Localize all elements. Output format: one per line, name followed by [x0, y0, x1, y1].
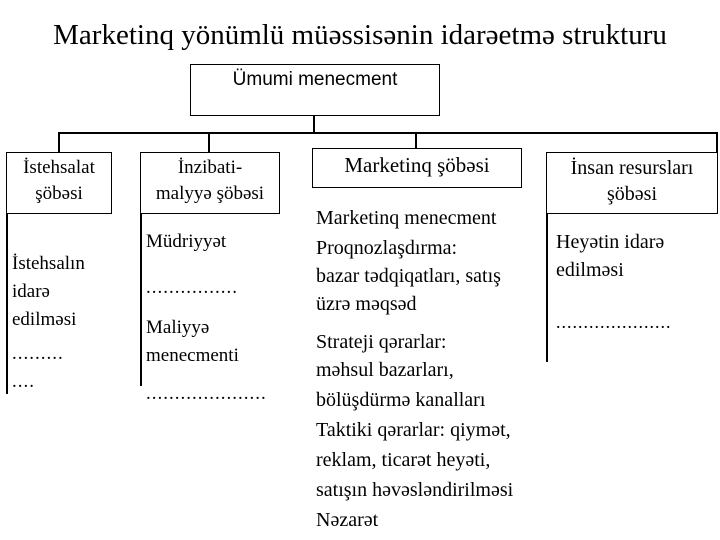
- marketing-item: Nəzarət: [316, 509, 379, 531]
- production-column-side-line: [6, 214, 8, 394]
- hr-column-side-line: [546, 214, 548, 362]
- hr-item: .....................: [556, 312, 672, 332]
- administration-item: ................: [146, 277, 238, 298]
- marketing-item: reklam, ticarət heyəti,: [316, 449, 491, 471]
- connector-to-production: [58, 132, 60, 152]
- marketing-item: Strateji qərarlar:: [316, 331, 447, 353]
- root-box-general-management: [190, 64, 440, 116]
- administration-column-side-line: [140, 214, 142, 386]
- marketing-item: Proqnozlaşdırma:: [316, 237, 458, 259]
- marketing-item: Marketinq menecment: [316, 207, 497, 229]
- hr-header-line-2: şöbəsi: [607, 183, 657, 205]
- marketing-item: məhsul bazarları,: [316, 359, 454, 381]
- marketing-item: Taktiki qərarlar: qiymət,: [316, 419, 511, 441]
- administration-header-line-1: İnzibati-: [177, 157, 243, 178]
- marketing-header-line-1: Marketinq şöbəsi: [344, 153, 490, 177]
- marketing-department-box: [312, 148, 522, 188]
- connector-to-administration: [208, 132, 210, 152]
- administration-item: .....................: [146, 383, 267, 404]
- marketing-item: bölüşdürmə kanalları: [316, 389, 486, 411]
- administration-item: Maliyyə: [146, 317, 210, 338]
- production-item: İstehsalın: [12, 253, 85, 274]
- hr-header-line-1: İnsan resursları: [570, 157, 694, 179]
- production-item: edilməsi: [12, 309, 77, 330]
- administration-header-line-2: malyyə şöbəsi: [155, 183, 265, 204]
- diagram-title: Marketinq yönümlü müəssisənin idarəetmə strukturu: [53, 19, 667, 51]
- administration-item: menecmenti: [146, 345, 239, 366]
- marketing-item: satışın həvəsləndirilməsi: [316, 479, 514, 501]
- production-header-line-1: İstehsalat: [23, 157, 95, 178]
- production-item: idarə: [12, 281, 50, 302]
- connector-to-hr: [716, 132, 718, 152]
- production-item: .........: [12, 343, 64, 364]
- administration-finance-department-box: [140, 152, 280, 214]
- marketing-item: bazar tədqiqatları, satış: [316, 265, 501, 287]
- root-box-label: Ümumi menecment: [232, 69, 398, 90]
- connector-horizontal-bus: [58, 132, 718, 134]
- production-header-line-2: şöbəsi: [35, 183, 83, 204]
- production-item: ....: [12, 371, 35, 392]
- administration-item: Müdriyyət: [146, 231, 227, 252]
- hr-item: edilməsi: [556, 259, 624, 281]
- hr-item: Heyətin idarə: [556, 231, 665, 253]
- production-department-box: [6, 152, 112, 214]
- marketing-item: üzrə məqsəd: [316, 293, 417, 315]
- hr-department-box: [546, 152, 718, 214]
- connector-to-marketing: [415, 132, 417, 148]
